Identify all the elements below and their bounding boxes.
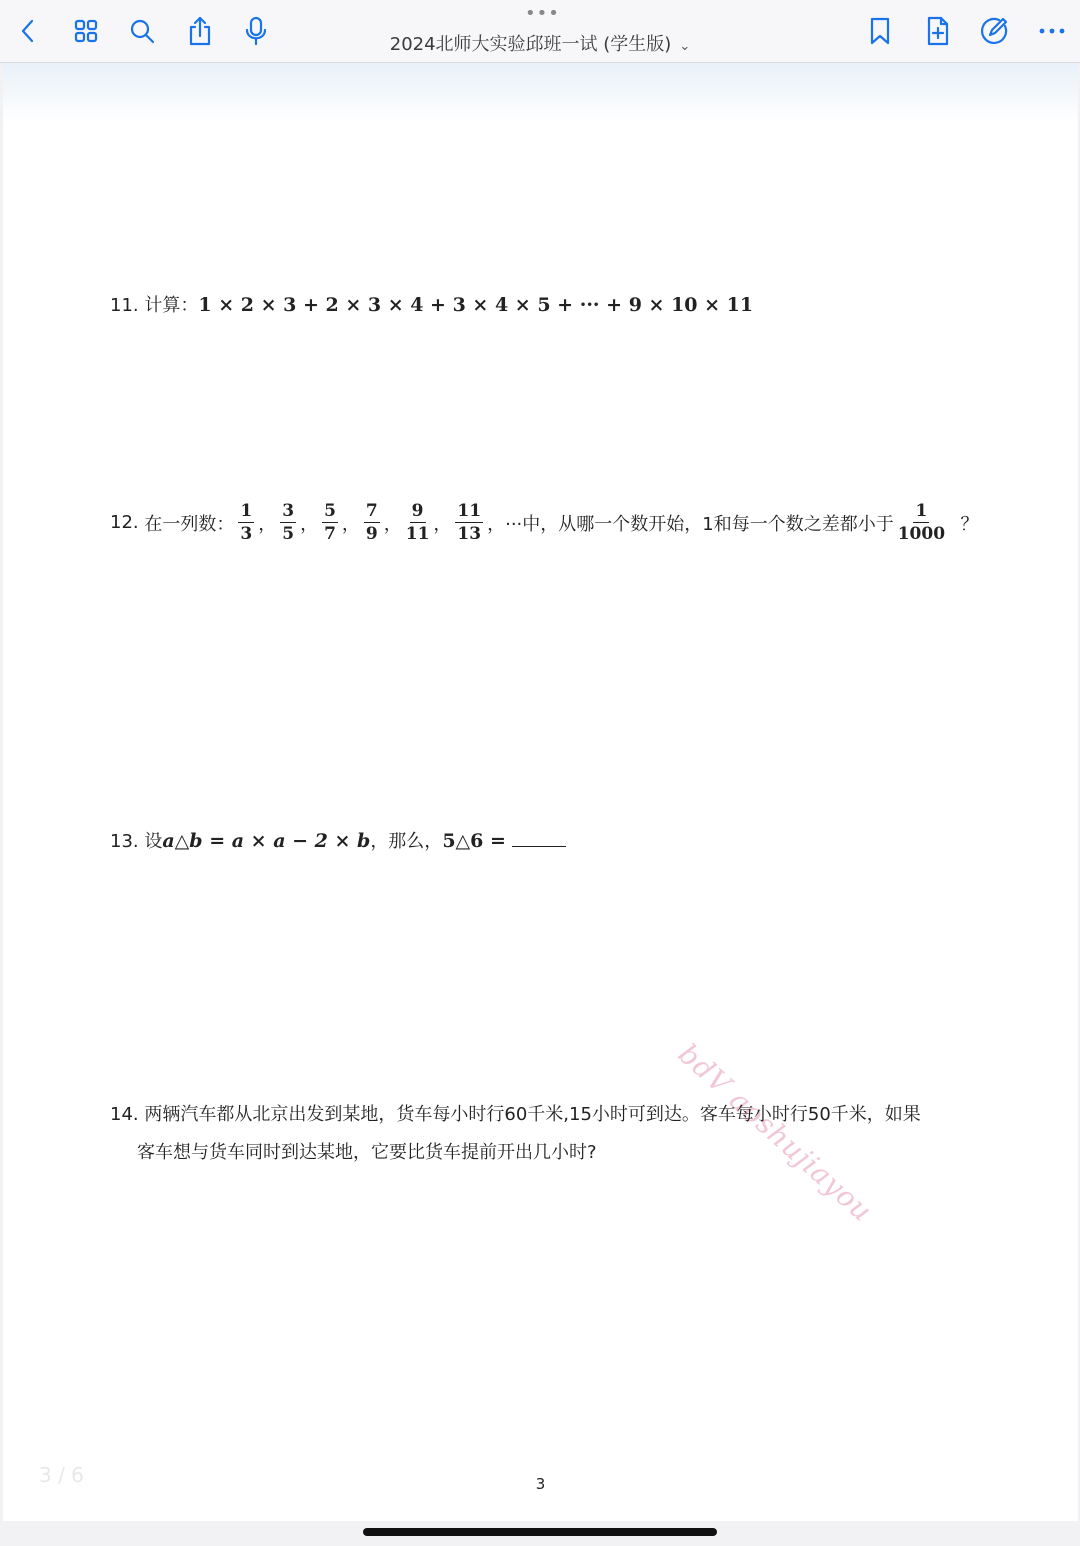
question-text: 计算：	[144, 295, 199, 316]
chevron-down-icon: ⌄	[679, 39, 691, 54]
document-title[interactable]	[0, 30, 1080, 56]
fraction: $\frac{1}{3}$	[240, 501, 253, 544]
fraction: $\frac{7}{9}$	[365, 501, 378, 544]
more-icon[interactable]	[1036, 14, 1068, 48]
markup-icon[interactable]	[978, 14, 1010, 48]
question-text: 在一列数：	[144, 513, 235, 535]
add-page-icon[interactable]	[922, 14, 954, 48]
question-number: 13.	[110, 831, 139, 852]
pdf-page[interactable]	[3, 63, 1078, 1521]
question-text: ，那么，	[370, 831, 443, 852]
home-indicator[interactable]	[363, 1528, 717, 1536]
answer-blank	[512, 832, 566, 847]
fraction: $\frac{9}{11}$	[405, 501, 430, 544]
question-number: 12.	[110, 512, 139, 533]
fraction: $\frac{11}{13}$	[457, 501, 482, 544]
page-number: 3	[535, 1475, 546, 1493]
question-12: 12. 在一列数： $\frac{1}{3}$ ， $\frac{3}{5}$ ， $\frac{5}{7}$ ， $\frac{7}{9}$ ， $\frac{9}{11}$ ， $\frac{11}{13}$ ， ···中，从哪一个数开始，1和每一个数之差都小于 $\frac{1}{1000}$ ？	[110, 501, 979, 544]
question-text-line2: 客车想与货车同时到达某地，它要比货车提前开出几小时?	[137, 1142, 597, 1163]
document-title-text: 2024北师大实验邱班一试 (学生版)	[389, 34, 672, 55]
question-number: 14.	[110, 1104, 139, 1125]
question-text: 设	[144, 831, 163, 852]
question-13	[110, 827, 566, 853]
question-text-line1: 两辆汽车都从北京出发到某地，货车每小时行60千米,15小时可到达。客车每小时行50千米，如果	[144, 1104, 921, 1125]
question-14	[110, 1096, 921, 1172]
page-top-fade	[3, 63, 1078, 123]
fraction-target: $\frac{1}{1000}$	[897, 501, 946, 544]
fraction: $\frac{3}{5}$	[282, 501, 295, 544]
question-11	[110, 291, 753, 317]
toolbar	[0, 0, 1080, 63]
question-math: 1 × 2 × 3 + 2 × 3 × 4 + 3 × 4 × 5 + ··· + 9 × 10 × 11	[198, 294, 754, 316]
drag-grabber[interactable]: •••	[525, 3, 560, 24]
question-math: a△b = a × a − 2 × b	[162, 830, 371, 852]
question-number: 11.	[110, 295, 139, 316]
question-math: 5△6 =	[442, 830, 506, 852]
bookmark-icon[interactable]	[864, 14, 896, 48]
question-end: ？	[960, 513, 979, 535]
question-text: ···中，从哪一个数开始，1和每一个数之差都小于	[505, 513, 894, 535]
page-indicator: 3 / 6	[39, 1463, 84, 1487]
fraction: $\frac{5}{7}$	[324, 501, 336, 544]
watermark: bdV aoshujiayou	[671, 1037, 880, 1229]
